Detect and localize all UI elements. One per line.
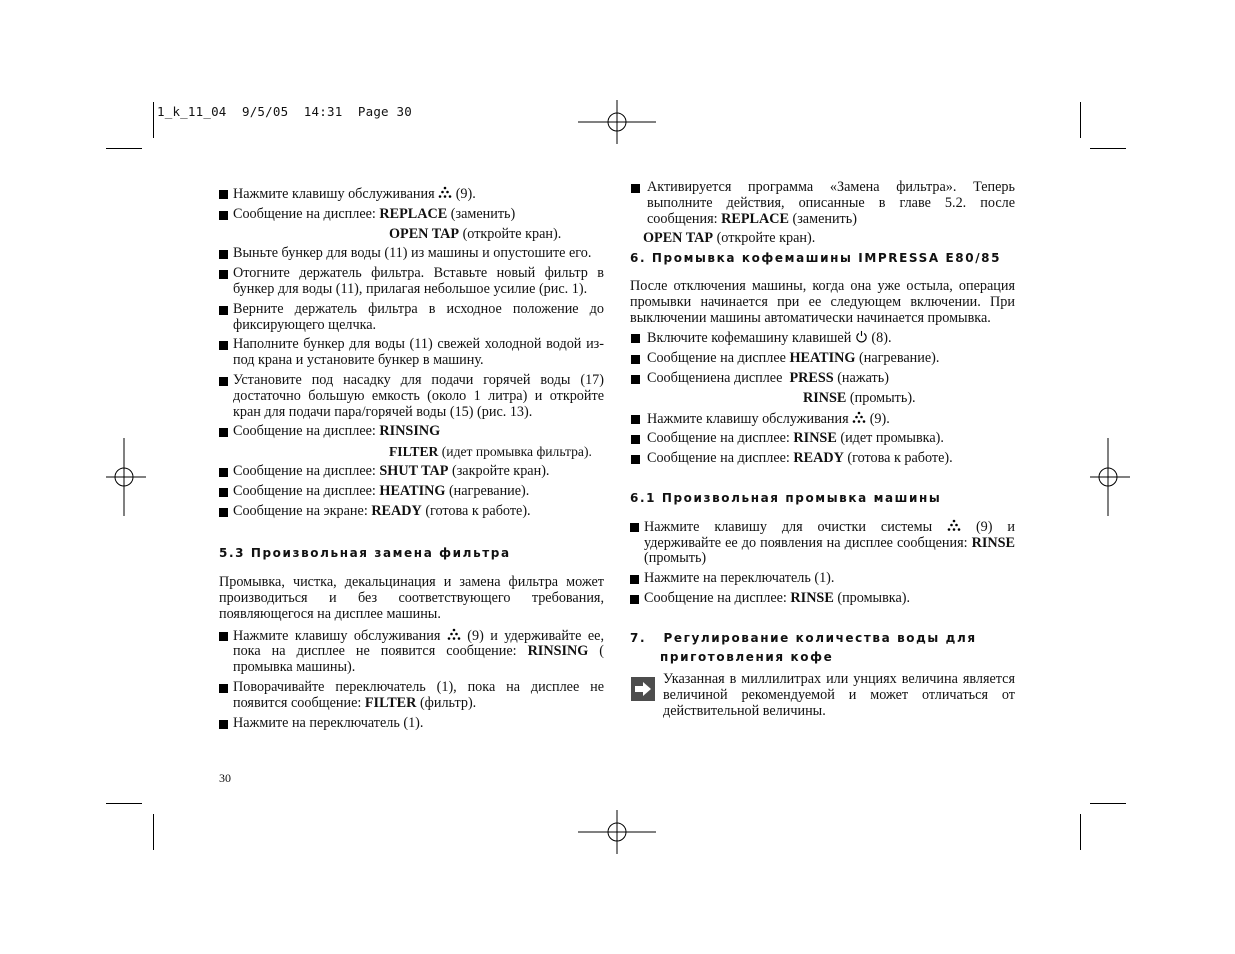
service-icon	[947, 519, 961, 532]
page-number: 30	[219, 771, 231, 785]
arrow-right-icon	[631, 677, 655, 701]
crop-mark	[1080, 102, 1081, 138]
left-column	[219, 186, 604, 735]
crop-mark	[1090, 148, 1126, 149]
section-heading-5-3: 5.3 Произвольная замена фильтра	[219, 546, 511, 561]
right-column	[630, 180, 1015, 720]
power-icon	[855, 330, 868, 343]
list-item: Поворачивайте переключатель (1), пока на дисплее не появится сообщение: FILTER (фильтр).	[219, 680, 604, 712]
crop-mark	[153, 102, 154, 138]
section-heading-6: 6. Промывка кофемашины IMPRESSA E80/85	[630, 251, 1002, 266]
note: Указанная в миллилитрах или унциях величина является величиной рекомендуемой и может отличаться от действительной величины.	[630, 672, 1015, 719]
service-icon	[852, 411, 866, 424]
list-item: Сообщение на дисплее HEATING (нагревание).	[630, 351, 1015, 367]
list-item: Включите кофемашину клавишей (8).	[630, 330, 1015, 347]
registration-mark-bottom	[578, 810, 656, 854]
section-heading-6-1: 6.1 Произвольная промывка машины	[630, 490, 942, 505]
display-message: OPEN TAP (откройте кран).	[389, 225, 562, 242]
list-item: Отогните держатель фильтра. Вставьте новый фильтр в бункер для воды (11), прилагая небольшое усилие (рис. 1).	[219, 266, 604, 298]
crop-mark	[1090, 803, 1126, 804]
list-item: Сообщение на дисплее: HEATING (нагревание).	[219, 484, 604, 500]
service-icon	[438, 186, 452, 199]
list-item: Сообщение на дисплее: READY (готова к работе).	[630, 451, 1015, 467]
list-item: Нажмите на переключатель (1).	[630, 571, 1015, 587]
list-item: Сообщение на экране: READY (готова к работе).	[219, 504, 604, 520]
list-item: Сообщение на дисплее: RINSING	[219, 424, 604, 440]
list-item: Сообщение на дисплее: RINSE (идет промывка).	[630, 431, 1015, 447]
list-item: Нажмите на переключатель (1).	[219, 716, 604, 732]
paragraph: Промывка, чистка, декальцинация и замена фильтра может производиться и без соответствующего требования, появляющегося на дисплее машины.	[219, 574, 604, 622]
crop-mark	[1080, 814, 1081, 850]
print-slug: 1_k_11_04 9/5/05 14:31 Page 30	[157, 104, 412, 119]
list-item: Сообщение на дисплее: SHUT TAP (закройте кран).	[219, 464, 604, 480]
section-heading-7-line2: приготовления кофе	[660, 649, 834, 664]
crop-mark	[106, 148, 142, 149]
registration-mark-top	[578, 100, 656, 144]
service-icon	[447, 628, 461, 641]
list-item: Сообщениена дисплее PRESS (нажать)	[630, 371, 1015, 387]
list-item: Наполните бункер для воды (11) свежей холодной водой из-под крана и установите бункер в машину.	[219, 337, 604, 369]
list-item: Верните держатель фильтра в исходное положение до фиксирующего щелчка.	[219, 302, 604, 334]
registration-mark-left	[106, 438, 146, 516]
display-message: OPEN TAP (откройте кран).	[643, 230, 816, 247]
display-message: RINSE (промыть).	[803, 389, 916, 406]
list-item: Сообщение на дисплее: RINSE (промывка).	[630, 591, 1015, 607]
list-item: Активируется программа «Замена фильтра». Теперь выполните действия, описанные в главе 5.2. после сообщения: REPLACE (заменить)	[630, 180, 1015, 227]
list-item: Сообщение на дисплее: REPLACE (заменить)	[219, 207, 604, 223]
crop-mark	[106, 803, 142, 804]
list-item: Выньте бункер для воды (11) из машины и опустошите его.	[219, 246, 604, 262]
list-item: Нажмите клавишу обслуживания (9).	[630, 411, 1015, 428]
list-item: Нажмите клавишу обслуживания (9).	[219, 186, 604, 203]
list-item: Нажмите клавишу обслуживания (9) и удерживайте ее, пока на дисплее не появится сообщение: RINSING ( промывка машины).	[219, 628, 604, 676]
crop-mark	[153, 814, 154, 850]
registration-mark-right	[1090, 438, 1130, 516]
paragraph: После отключения машины, когда она уже остыла, операция промывки начинается при ее следующем включении. При выключении машины автоматически начинается промывка.	[630, 277, 1015, 326]
display-message: FILTER (идет промывка фильтра).	[389, 444, 592, 460]
section-heading-7: 7. Регулирование количества воды для	[630, 630, 977, 645]
list-item: Установите под насадку для подачи горячей воды (17) достаточно большую емкость (около 1 литра) и откройте кран для подачи пара/горячей воды (15) (рис. 13).	[219, 373, 604, 420]
list-item: Нажмите клавишу для очистки системы (9) и удерживайте ее до появления на дисплее сообщения: RINSE (промыть)	[630, 519, 1015, 567]
